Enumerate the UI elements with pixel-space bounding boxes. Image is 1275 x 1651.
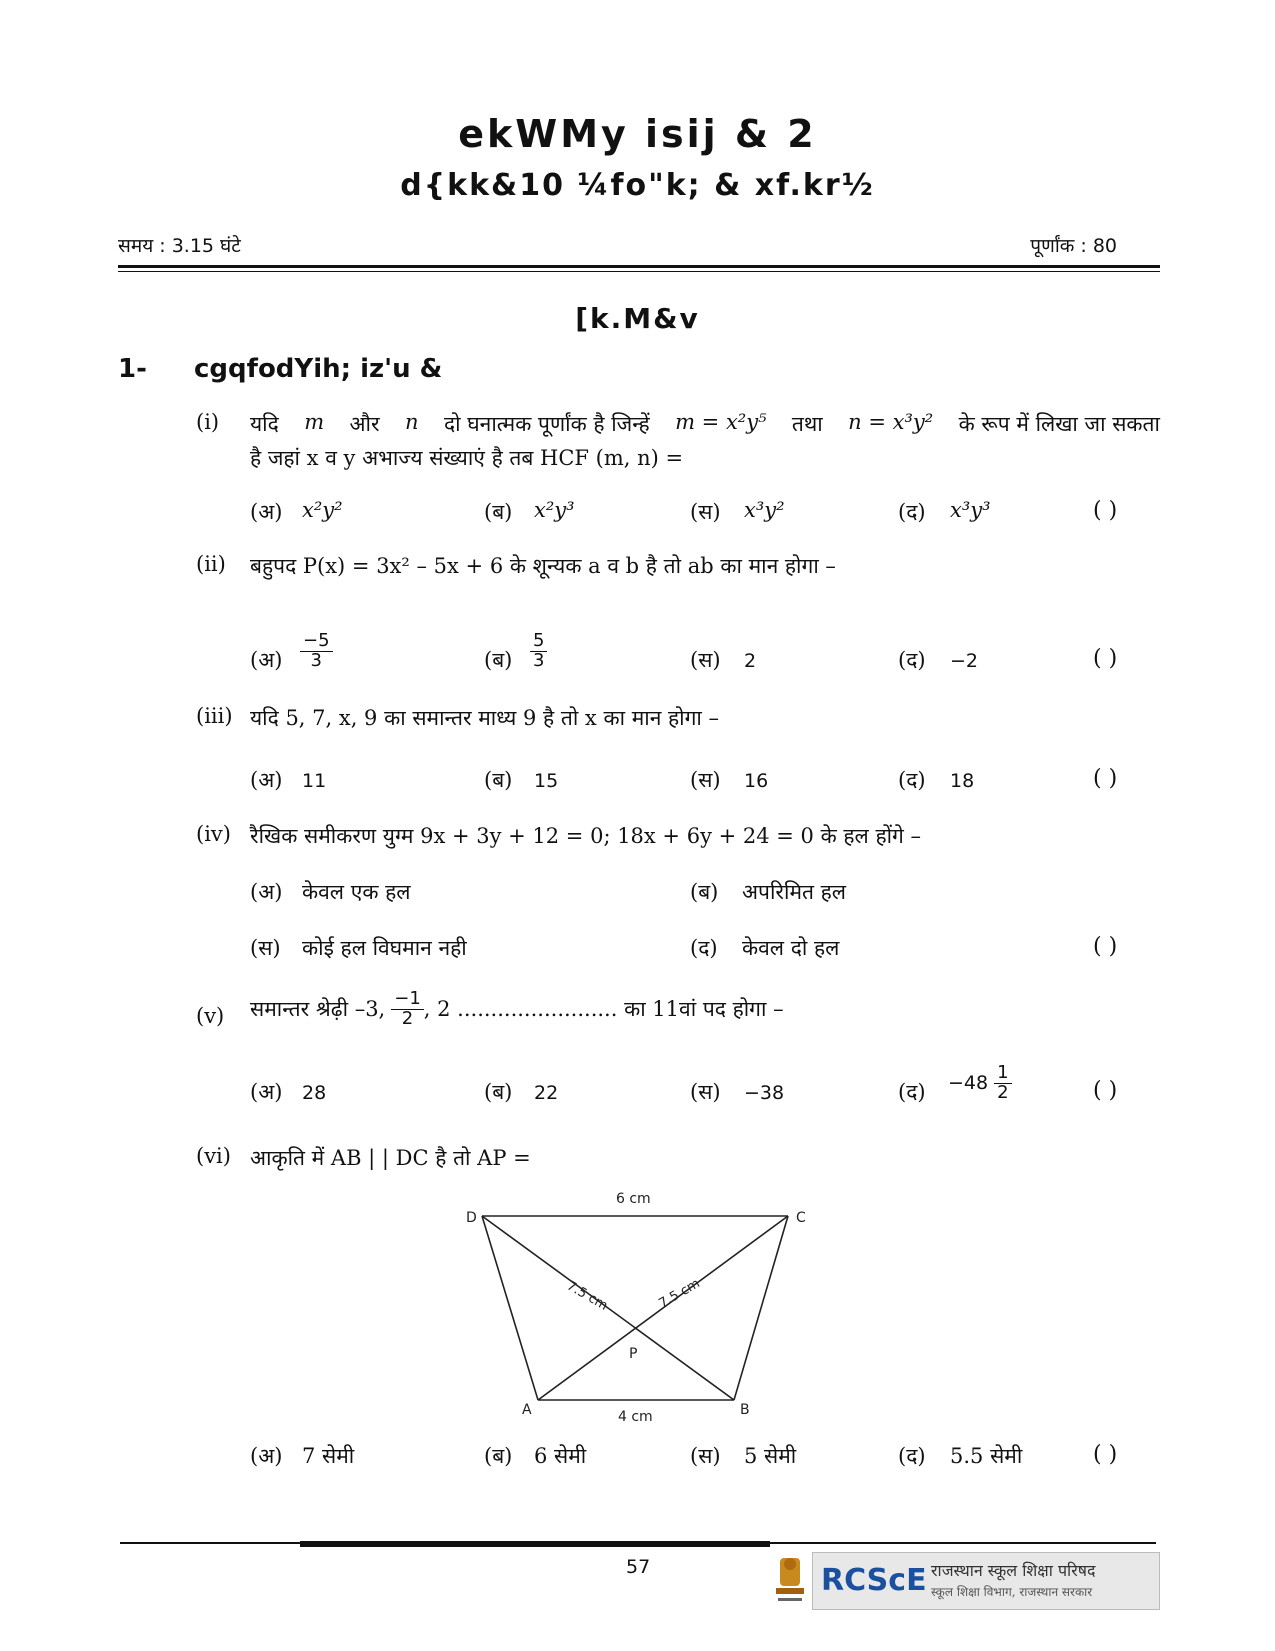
question-number: 1- (118, 354, 147, 384)
vertex-c: C (796, 1210, 806, 1226)
item-vi-text: आकृति में AB | | DC है तो AP = (250, 1146, 531, 1170)
item-i-w3: दो घनात्मक पूर्णांक है जिन्हें (444, 412, 650, 436)
item-v-opt-c-label: (स) (690, 1080, 721, 1104)
item-v-answer-box[interactable]: ( ) (1093, 1078, 1118, 1103)
header-rule-thin (118, 271, 1160, 272)
item-ii-text: बहुपद P(x) = 3x² – 5x + 6 के शून्यक a व b है तो ab का मान होगा – (250, 554, 836, 578)
item-v-opt-d-num: 1 (994, 1064, 1011, 1084)
item-i-w1: यदि (250, 412, 279, 436)
time-label: समय : 3.15 घंटे (118, 235, 241, 257)
item-ii-opt-a-label: (अ) (250, 648, 283, 672)
item-iii-number: (iii) (196, 704, 233, 728)
item-ii-opt-d-label: (द) (898, 648, 926, 672)
side-bc (734, 1216, 788, 1400)
item-v-text-b: , 2 ........................ का 11वां पद होगा – (423, 997, 784, 1022)
item-vi-opt-b-value: 6 सेमी (534, 1444, 587, 1468)
item-iii-text: यदि 5, 7, x, 9 का समान्तर माध्य 9 है तो x का मान होगा – (250, 706, 720, 730)
item-i-opt-c-value: x³y² (744, 498, 785, 522)
item-iv-opt-c-value: कोई हल विघमान नही (302, 936, 467, 960)
item-i-answer-box[interactable]: ( ) (1093, 498, 1118, 523)
item-i-n: n (405, 410, 419, 434)
page-number: 57 (626, 1556, 651, 1578)
item-i-number: (i) (196, 410, 220, 434)
item-vi-opt-b-label: (ब) (484, 1444, 513, 1468)
footer-rule-bold (300, 1541, 770, 1547)
item-iii-opt-a-label: (अ) (250, 768, 283, 792)
item-ii-opt-c-label: (स) (690, 648, 721, 672)
item-v-opt-d-value (948, 1064, 1012, 1103)
item-iii-opt-c-label: (स) (690, 768, 721, 792)
item-iv-opt-a-label: (अ) (250, 880, 283, 904)
item-iv-answer-box[interactable]: ( ) (1093, 934, 1118, 959)
item-vi-number: (vi) (196, 1144, 231, 1168)
item-i-w5: के रूप में लिखा जा सकता (958, 412, 1160, 436)
item-vi-opt-c-label: (स) (690, 1444, 721, 1468)
emblem-icon (770, 1550, 810, 1610)
item-iii-answer-box[interactable]: ( ) (1093, 766, 1118, 791)
label-diag2: 7.5 cm (656, 1276, 703, 1312)
item-ii-opt-a-num: −5 (300, 632, 333, 652)
vertex-d: D (466, 1210, 477, 1226)
item-iv-opt-a-value: केवल एक हल (302, 880, 411, 904)
rcsce-logo (812, 1552, 1160, 1610)
vertex-p: P (629, 1346, 638, 1362)
item-ii-answer-box[interactable]: ( ) (1093, 646, 1118, 671)
item-i-eq2: n = x³y² (848, 410, 934, 434)
paper-title: ekWMy isij & 2 (458, 112, 817, 156)
item-i-opt-d-value: x³y³ (950, 498, 991, 522)
label-bottom: 4 cm (618, 1409, 653, 1425)
item-i-opt-b-label: (ब) (484, 500, 513, 524)
item-v-text-a: समान्तर श्रेढ़ी –3, (250, 997, 386, 1022)
logo-text: RCScE (821, 1563, 927, 1598)
item-vi-opt-a-value: 7 सेमी (302, 1444, 355, 1468)
item-v-frac-num: −1 (391, 990, 424, 1010)
item-v-text (250, 990, 784, 1029)
item-vi-opt-c-value: 5 सेमी (744, 1444, 797, 1468)
item-v-opt-b-value: 22 (534, 1082, 559, 1104)
item-i-opt-d-label: (द) (898, 500, 926, 524)
item-i-line2: है जहां x व y अभाज्य संख्याएं है तब HCF (m, n) = (250, 446, 684, 470)
item-iii-opt-b-value: 15 (534, 770, 559, 792)
item-v-opt-b-label: (ब) (484, 1080, 513, 1104)
item-vi-opt-d-value: 5.5 सेमी (950, 1444, 1023, 1468)
paper-subtitle: d{kk&10 ¼fo"k; & xf.kr½ (400, 168, 875, 203)
logo-hindi-line2: स्कूल शिक्षा विभाग, राजस्थान सरकार (931, 1585, 1093, 1599)
item-v-opt-c-value: −38 (744, 1082, 785, 1104)
question-heading: cgqfodYih; iz'u & (194, 354, 443, 384)
item-v-number: (v) (196, 1004, 225, 1028)
item-v-opt-d-den: 2 (997, 1081, 1009, 1103)
item-i-opt-b-value: x²y³ (534, 498, 575, 522)
item-iii-opt-a-value: 11 (302, 770, 327, 792)
section-title: [k.M&v (575, 302, 700, 335)
item-ii-opt-a-den: 3 (310, 649, 322, 671)
item-i-w4: तथा (791, 412, 823, 436)
vertex-b: B (740, 1402, 750, 1418)
item-iii-opt-b-label: (ब) (484, 768, 513, 792)
diagonal-db (482, 1216, 734, 1400)
item-ii-opt-d-value: −2 (950, 650, 979, 672)
item-iv-opt-b-value: अपरिमित हल (742, 880, 847, 904)
logo-hindi-line1: राजस्थान स्कूल शिक्षा परिषद (931, 1561, 1096, 1580)
item-v-opt-a-value: 28 (302, 1082, 327, 1104)
label-top: 6 cm (616, 1191, 651, 1207)
item-i-opt-a-label: (अ) (250, 500, 283, 524)
item-vi-opt-d-label: (द) (898, 1444, 926, 1468)
item-ii-opt-b-frac (530, 632, 547, 671)
marks-label: पूर्णांक : 80 (1030, 235, 1117, 257)
item-ii-opt-b-den: 3 (533, 649, 545, 671)
item-v-opt-a-label: (अ) (250, 1080, 283, 1104)
item-iv-opt-c-label: (स) (250, 936, 281, 960)
item-iii-opt-d-value: 18 (950, 770, 975, 792)
vertex-a: A (522, 1402, 532, 1418)
item-i-opt-a-value: x²y² (302, 498, 343, 522)
item-i-m: m (304, 410, 325, 434)
item-ii-opt-b-num: 5 (530, 632, 547, 652)
item-iv-number: (iv) (196, 822, 231, 846)
item-ii-number: (ii) (196, 552, 226, 576)
item-iii-opt-d-label: (द) (898, 768, 926, 792)
item-iv-text: रैखिक समीकरण युग्म 9x + 3y + 12 = 0; 18x + 6y + 24 = 0 के हल होंगे – (250, 824, 922, 848)
item-vi-answer-box[interactable]: ( ) (1093, 1442, 1118, 1467)
item-iii-opt-c-value: 16 (744, 770, 769, 792)
label-diag1: 7.5 cm (564, 1278, 611, 1314)
side-ad (482, 1216, 538, 1400)
trapezium-figure (440, 1180, 830, 1440)
item-iv-opt-b-label: (ब) (690, 880, 719, 904)
item-i-line1 (250, 410, 1160, 438)
item-ii-opt-a-frac (300, 632, 333, 671)
item-i-opt-c-label: (स) (690, 500, 721, 524)
item-i-eq1: m = x²y⁵ (675, 410, 767, 434)
item-ii-opt-b-label: (ब) (484, 648, 513, 672)
item-v-frac-den: 2 (401, 1007, 414, 1029)
item-i-w2: और (349, 412, 380, 436)
item-ii-opt-c-value: 2 (744, 650, 757, 672)
item-v-opt-d-label: (द) (898, 1080, 926, 1104)
item-v-opt-d-whole: −48 (948, 1072, 989, 1095)
header-rule-thick (118, 265, 1160, 268)
item-iv-opt-d-value: केवल दो हल (742, 936, 840, 960)
item-vi-opt-a-label: (अ) (250, 1444, 283, 1468)
item-iv-opt-d-label: (द) (690, 936, 718, 960)
